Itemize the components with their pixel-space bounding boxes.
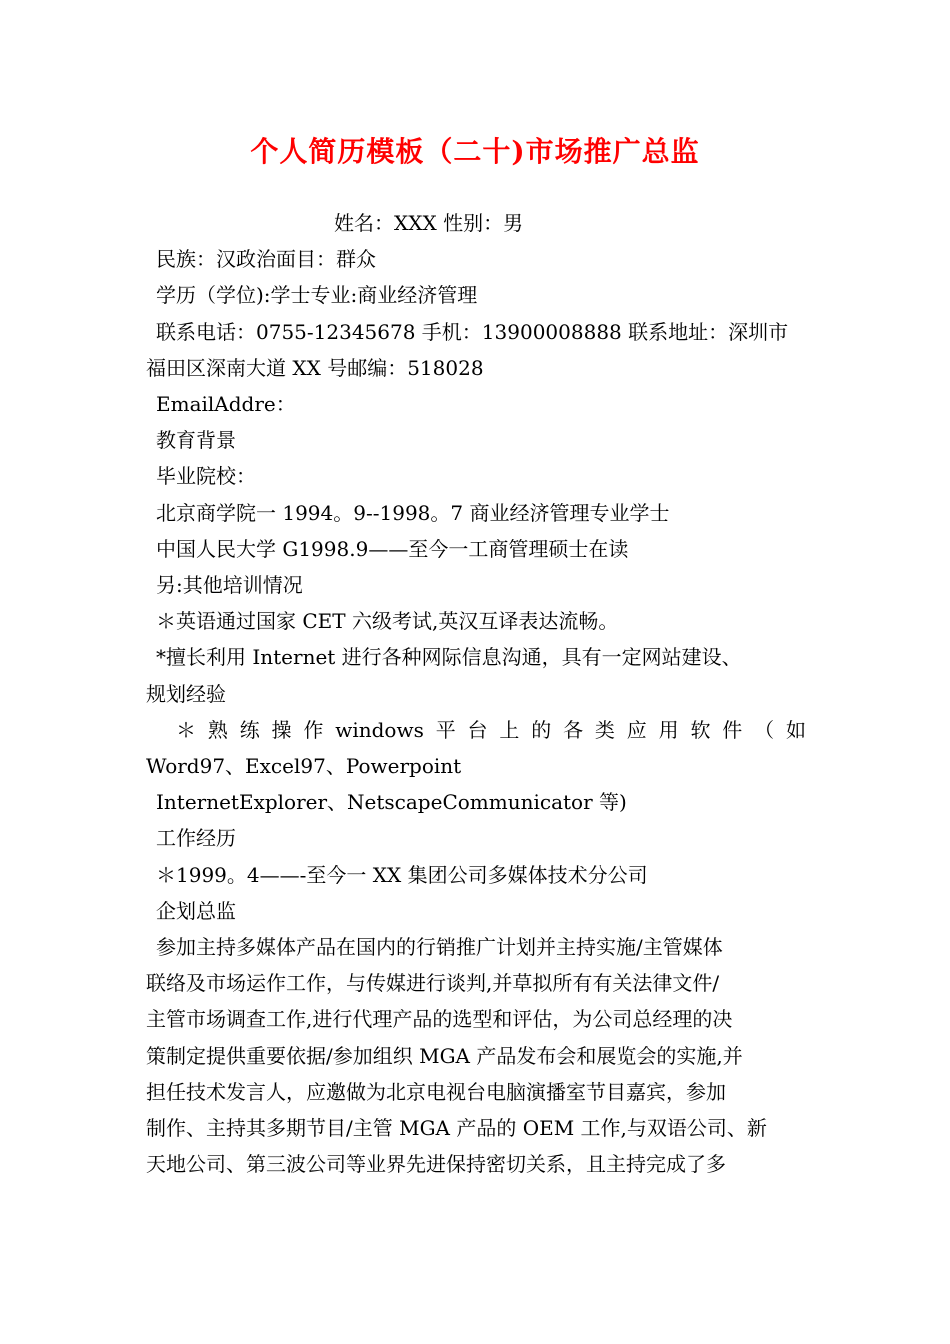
school-entry-1: 北京商学院一 1994。9--1998。7 商业经济管理专业学士 [156,500,670,525]
justified-token: 用 [658,717,679,742]
justified-token: 类 [594,717,615,742]
education-heading: 教育背景 [156,428,236,453]
contact-phone-line: 联系电话：0755-12345678 手机：13900008888 联系地址：深圳市 [156,319,789,344]
skill-internet: *擅长利用 Internet 进行各种网际信息沟通，具有一定网站建设、 [156,645,742,670]
work-desc-6: 制作、主持其多期节目/主管 MGA 产品的 OEM 工作,与双语公司、新 [146,1116,767,1141]
justified-token: 台 [467,717,488,742]
skill-software-cont-1: Word97、Excel97、Powerpoint [146,754,462,779]
justified-token: 各 [563,717,584,742]
justified-token: 练 [239,717,260,742]
justified-token: 软 [690,717,711,742]
skill-software [146,712,806,748]
justified-token: 的 [531,717,552,742]
work-position: 企划总监 [156,898,236,923]
work-desc-2: 联络及市场运作工作，与传媒进行谈判,并草拟所有有关法律文件/ [146,971,720,996]
education-degree-line: 学历（学位):学士专业:商业经济管理 [156,283,478,308]
justified-token: 作 [303,717,324,742]
work-desc-7: 天地公司、第三波公司等业界先进保持密切关系，且主持完成了多 [146,1152,726,1177]
name-gender-line: 姓名：XXX 性别：男 [334,211,524,235]
justified-token: 件 [722,717,743,742]
justified-token: 如 [785,717,806,742]
school-label: 毕业院校： [156,464,256,489]
justified-token: 操 [271,717,292,742]
email-line: EmailAddre： [156,392,296,417]
work-desc-4: 策制定提供重要依据/参加组织 MGA 产品发布会和展览会的实施,并 [146,1043,743,1068]
justified-token: 平 [435,717,456,742]
work-desc-5: 担任技术发言人，应邀做为北京电视台电脑演播室节目嘉宾，参加 [146,1079,726,1104]
resume-body [146,205,806,1182]
training-heading: 另:其他培训情况 [156,573,303,598]
work-desc-3: 主管市场调查工作,进行代理产品的选型和评估，为公司总经理的决 [146,1007,733,1032]
justified-token: windows [335,717,424,742]
ethnicity-politics-line: 民族：汉政治面目：群众 [156,247,376,272]
work-desc-1: 参加主持多媒体产品在国内的行销推广计划并主持实施/主管媒体 [156,935,723,960]
justified-token: （ [754,717,775,742]
justified-token: ＊ [176,717,196,742]
school-entry-2: 中国人民大学 G1998.9——至今一工商管理硕士在读 [156,536,629,561]
justified-token: 上 [499,717,520,742]
skill-internet-cont: 规划经验 [146,681,226,706]
address-postcode-line: 福田区深南大道 XX 号邮编：518028 [146,355,484,380]
justified-token: 熟 [207,717,228,742]
skill-english: ＊英语通过国家 CET 六级考试,英汉互译表达流畅。 [156,609,619,634]
document-title: 个人简历模板（二十)市场推广总监 [250,135,700,168]
work-entry: ＊1999。4——-至今一 XX 集团公司多媒体技术分公司 [156,862,648,887]
justified-token: 应 [626,717,647,742]
work-heading: 工作经历 [156,826,236,851]
skill-software-cont-2: InternetExplorer、NetscapeCommunicator 等) [156,790,627,815]
